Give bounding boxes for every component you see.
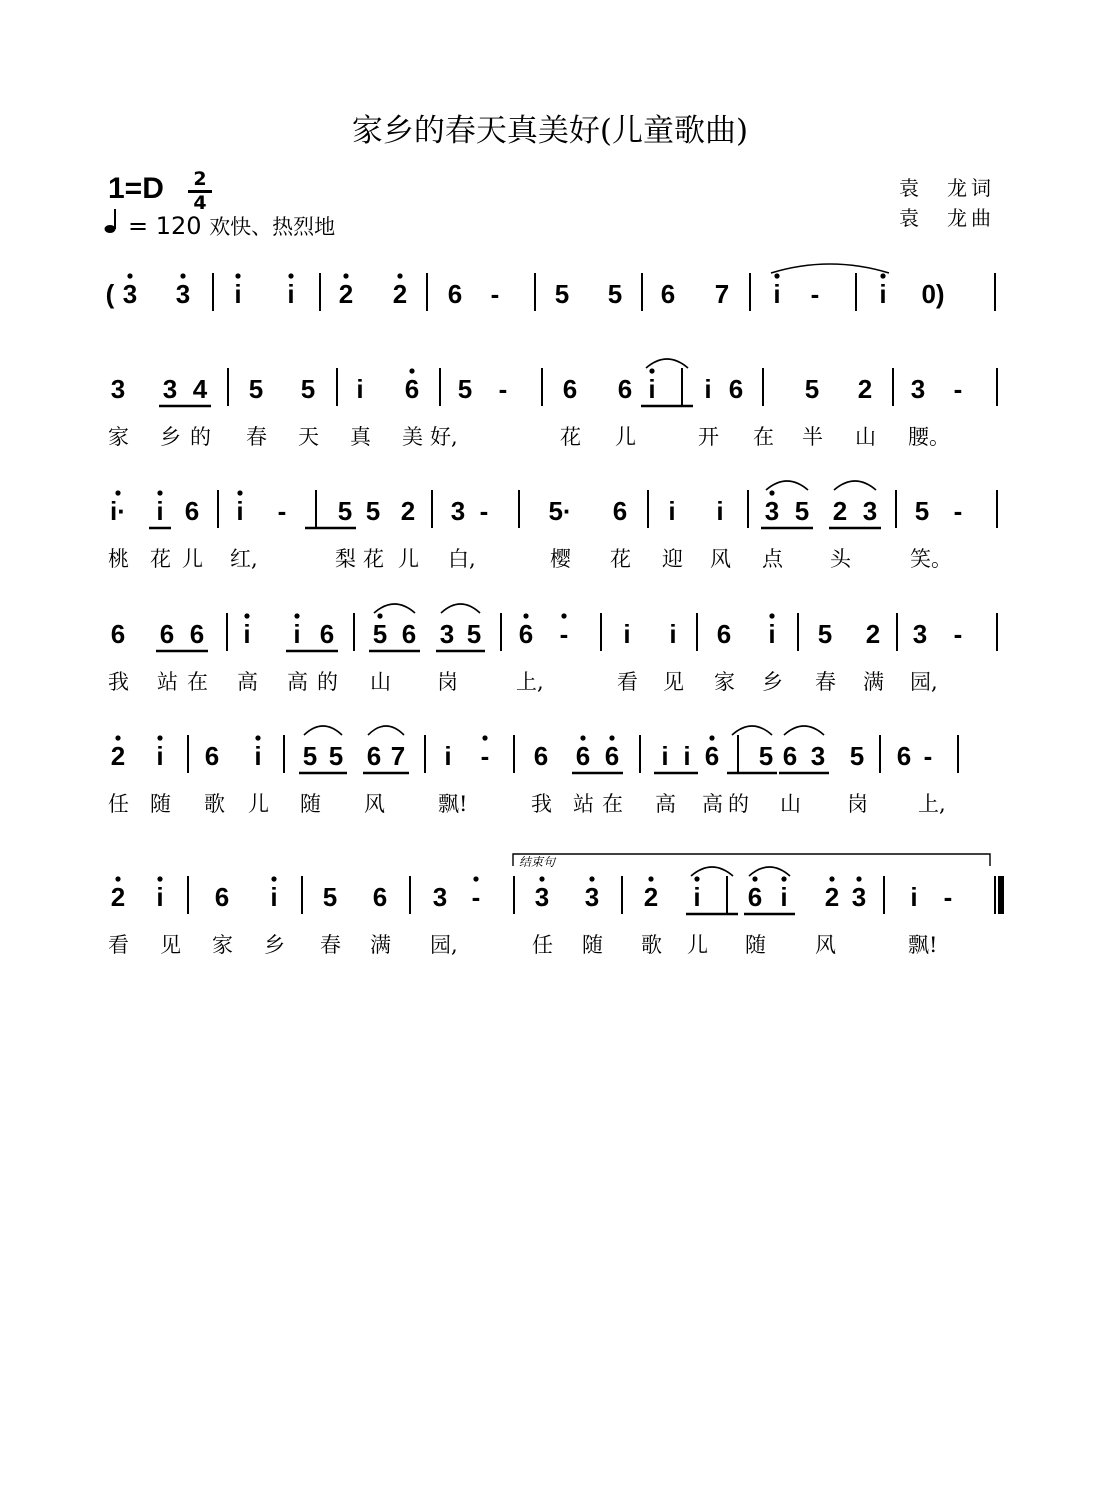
note: i: [234, 279, 242, 309]
lyric-syllable: 岗: [437, 670, 458, 694]
lyric-syllable: 见: [160, 933, 181, 957]
lyric-syllable: 真: [350, 425, 371, 449]
lyric-syllable: 在: [753, 425, 774, 449]
note: 3: [910, 374, 926, 404]
note: 5: [804, 374, 820, 404]
high-octave-dot: [880, 273, 885, 278]
lyric-syllable: 乡: [160, 425, 181, 449]
note: i: [716, 496, 724, 526]
note: -: [490, 279, 500, 309]
note: i: [293, 619, 301, 649]
lyric-syllable: 飘!: [908, 933, 938, 957]
note: 6: [372, 882, 388, 912]
lyric-syllable: 随: [300, 792, 321, 816]
note: i: [156, 741, 164, 771]
lyric-syllable: 看: [108, 933, 129, 957]
high-octave-dot: [561, 613, 566, 618]
note: 7: [390, 741, 406, 771]
note: 5: [322, 882, 338, 912]
note: 5: [300, 374, 316, 404]
note: 6: [319, 619, 335, 649]
note: 3: [584, 882, 600, 912]
note: i: [773, 279, 781, 309]
note: 0): [921, 279, 945, 309]
note: 2: [643, 882, 659, 912]
note: i: [623, 619, 631, 649]
lyric-syllable: 迎: [662, 547, 683, 571]
note: 2: [865, 619, 881, 649]
note: 4: [192, 374, 208, 404]
note: 5: [914, 496, 930, 526]
note: 6: [782, 741, 798, 771]
high-octave-dot: [294, 613, 299, 618]
note: 3: [862, 496, 878, 526]
note: 5·: [548, 496, 572, 526]
note: -: [953, 496, 963, 526]
lyric-syllable: 我: [531, 792, 552, 816]
note: 6: [401, 619, 417, 649]
note: 5: [607, 279, 623, 309]
lyric-syllable: 花: [363, 547, 384, 571]
note: 5: [372, 619, 388, 649]
note: i: [669, 619, 677, 649]
lyric-syllable: 好,: [430, 425, 458, 449]
song-title: 家乡的春天真美好(儿童歌曲): [351, 113, 749, 149]
tempo-expression: 欢快、热烈地: [209, 215, 336, 239]
note: 5: [794, 496, 810, 526]
lyric-syllable: 任: [108, 792, 129, 816]
note: 6: [704, 741, 720, 771]
lyric-syllable: 儿: [182, 547, 203, 571]
high-octave-dot: [781, 876, 786, 881]
note: -: [471, 882, 481, 912]
note: 2: [392, 279, 408, 309]
high-octave-dot: [237, 490, 242, 495]
high-octave-dot: [127, 273, 132, 278]
high-octave-dot: [539, 876, 544, 881]
high-octave-dot: [648, 876, 653, 881]
note: i: [780, 882, 788, 912]
lyric-syllable: 花: [610, 547, 631, 571]
note: 2: [857, 374, 873, 404]
lyric-syllable: 的: [190, 425, 211, 449]
lyric-syllable: 随: [745, 933, 766, 957]
note: 6: [660, 279, 676, 309]
lyric-syllable: 半: [802, 425, 823, 449]
high-octave-dot: [235, 273, 240, 278]
slur: [771, 264, 889, 273]
note: -: [277, 496, 287, 526]
lyric-syllable: 高: [702, 792, 723, 816]
high-octave-dot: [115, 735, 120, 740]
note: 3: [432, 882, 448, 912]
lyric-syllable: 在: [602, 792, 623, 816]
lyric-syllable: 樱: [550, 547, 571, 571]
lyric-syllable: 园,: [910, 670, 938, 694]
lyric-syllable: 岗: [847, 792, 868, 816]
slur: [304, 726, 342, 735]
high-octave-dot: [856, 876, 861, 881]
note: i: [879, 279, 887, 309]
lyric-syllable: 的: [728, 792, 749, 816]
lyric-syllable: 儿: [248, 792, 269, 816]
lyric-syllable: 园,: [430, 933, 458, 957]
lyric-syllable: 在: [187, 670, 208, 694]
high-octave-dot: [482, 735, 487, 740]
high-octave-dot: [752, 876, 757, 881]
high-octave-dot: [288, 273, 293, 278]
note: i·: [110, 496, 126, 526]
high-octave-dot: [255, 735, 260, 740]
note: 6: [575, 741, 591, 771]
lyric-syllable: 山: [780, 792, 801, 816]
note: i: [236, 496, 244, 526]
note: 3: [450, 496, 466, 526]
note: i: [287, 279, 295, 309]
lyric-syllable: 儿: [398, 547, 419, 571]
note: -: [943, 882, 953, 912]
high-octave-dot: [774, 273, 779, 278]
note: i: [661, 741, 669, 771]
high-octave-dot: [244, 613, 249, 618]
lyric-syllable: 的: [317, 670, 338, 694]
lyric-syllable: 家: [212, 933, 233, 957]
note: 2: [824, 882, 840, 912]
lyric-syllable: 点: [762, 547, 783, 571]
high-octave-dot: [115, 490, 120, 495]
lyric-syllable: 白,: [448, 547, 476, 571]
note: 3: [162, 374, 178, 404]
slur: [374, 604, 415, 613]
note: 5: [365, 496, 381, 526]
note: 2: [338, 279, 354, 309]
lyric-syllable: 风: [364, 792, 385, 816]
high-octave-dot: [694, 876, 699, 881]
note: 5: [302, 741, 318, 771]
note: 6: [747, 882, 763, 912]
lyric-syllable: 飘!: [438, 792, 468, 816]
note: 3: [534, 882, 550, 912]
lyric-syllable: 歌: [641, 933, 662, 957]
lyric-syllable: 桃: [108, 547, 129, 571]
note: 3: [764, 496, 780, 526]
note: 5: [337, 496, 353, 526]
lyric-syllable: 梨: [335, 547, 356, 571]
note: 3: [122, 279, 138, 309]
slur: [691, 867, 733, 876]
note: 3: [439, 619, 455, 649]
note: 3: [851, 882, 867, 912]
note: i: [704, 374, 712, 404]
note: i: [254, 741, 262, 771]
note: i: [693, 882, 701, 912]
slur: [766, 481, 808, 490]
note: 5: [328, 741, 344, 771]
slur: [646, 359, 688, 368]
lyric-syllable: 上,: [516, 670, 544, 694]
high-octave-dot: [180, 273, 185, 278]
lyric-syllable: 高: [655, 792, 676, 816]
lyric-syllable: 腰。: [908, 425, 950, 449]
note: 6: [604, 741, 620, 771]
slur: [732, 726, 772, 735]
high-octave-dot: [377, 613, 382, 618]
lyric-syllable: 山: [370, 670, 391, 694]
note: -: [953, 619, 963, 649]
note: i: [356, 374, 364, 404]
lyric-syllable: 站: [157, 670, 178, 694]
lyric-syllable: 高: [287, 670, 308, 694]
high-octave-dot: [343, 273, 348, 278]
lyric-syllable: 随: [150, 792, 171, 816]
note: 6: [184, 496, 200, 526]
note: 2: [832, 496, 848, 526]
slur: [834, 481, 876, 490]
lyric-syllable: 笑。: [910, 547, 952, 571]
note: -: [479, 496, 489, 526]
note: 6: [716, 619, 732, 649]
lyric-syllable: 花: [150, 547, 171, 571]
note: 6: [896, 741, 912, 771]
note: -: [923, 741, 933, 771]
note: 6: [562, 374, 578, 404]
note: 5: [248, 374, 264, 404]
lyric-syllable: 随: [582, 933, 603, 957]
lyric-syllable: 春: [815, 670, 836, 694]
time-signature-bottom: 4: [193, 192, 207, 214]
high-octave-dot: [157, 490, 162, 495]
note: 3: [810, 741, 826, 771]
note: 6: [214, 882, 230, 912]
lyric-syllable: 我: [108, 670, 129, 694]
lyric-syllable: 风: [815, 933, 836, 957]
high-octave-dot: [829, 876, 834, 881]
high-octave-dot: [609, 735, 614, 740]
lyric-syllable: 乡: [264, 933, 285, 957]
ending-bracket: [513, 854, 990, 866]
high-octave-dot: [271, 876, 276, 881]
note: 5: [554, 279, 570, 309]
note: 6: [518, 619, 534, 649]
lyric-syllable: 高: [237, 670, 258, 694]
note: (: [105, 279, 115, 309]
lyric-syllable: 歌: [204, 792, 225, 816]
note: -: [559, 619, 569, 649]
note: i: [668, 496, 676, 526]
high-octave-dot: [709, 735, 714, 740]
note: i: [910, 882, 918, 912]
lyric-syllable: 看: [617, 670, 638, 694]
lyric-syllable: 上,: [918, 792, 946, 816]
note: 6: [204, 741, 220, 771]
note: i: [156, 496, 164, 526]
note: 6: [612, 496, 628, 526]
note: 5: [466, 619, 482, 649]
note: i: [444, 741, 452, 771]
lyric-syllable: 乡: [762, 670, 783, 694]
high-octave-dot: [115, 876, 120, 881]
high-octave-dot: [769, 490, 774, 495]
note: 7: [714, 279, 730, 309]
note: 2: [110, 741, 126, 771]
lyric-syllable: 春: [246, 425, 267, 449]
lyric-syllable: 站: [573, 792, 594, 816]
note: 6: [533, 741, 549, 771]
high-octave-dot: [157, 876, 162, 881]
lyric-syllable: 山: [855, 425, 876, 449]
slur: [368, 726, 404, 735]
note: 5: [849, 741, 865, 771]
lyric-syllable: 美: [402, 425, 423, 449]
high-octave-dot: [769, 613, 774, 618]
high-octave-dot: [473, 876, 478, 881]
lyric-syllable: 儿: [615, 425, 636, 449]
note: 5: [457, 374, 473, 404]
note: 6: [159, 619, 175, 649]
note: i: [243, 619, 251, 649]
high-octave-dot: [649, 368, 654, 373]
note: i: [768, 619, 776, 649]
slur: [441, 604, 480, 613]
lyric-syllable: 春: [320, 933, 341, 957]
note: i: [648, 374, 656, 404]
note: -: [498, 374, 508, 404]
note: 6: [617, 374, 633, 404]
note: 6: [447, 279, 463, 309]
note: -: [953, 374, 963, 404]
lyric-syllable: 任: [532, 933, 553, 957]
note: 3: [912, 619, 928, 649]
note: 2: [110, 882, 126, 912]
high-octave-dot: [589, 876, 594, 881]
ending-label: 结束句: [519, 855, 556, 869]
slur: [784, 726, 824, 735]
note: i: [683, 741, 691, 771]
note: -: [810, 279, 820, 309]
lyric-syllable: 开: [698, 425, 719, 449]
key-signature: 1=D: [108, 172, 164, 205]
note: -: [480, 741, 490, 771]
note: 5: [758, 741, 774, 771]
note: 6: [110, 619, 126, 649]
high-octave-dot: [397, 273, 402, 278]
lyric-syllable: 见: [663, 670, 684, 694]
lyricist-credit: 袁 龙词: [899, 176, 995, 200]
lyric-syllable: 红,: [230, 547, 258, 571]
high-octave-dot: [523, 613, 528, 618]
tempo-bpm: = 120: [128, 212, 202, 240]
note: 3: [175, 279, 191, 309]
high-octave-dot: [580, 735, 585, 740]
note: 6: [189, 619, 205, 649]
lyric-syllable: 家: [108, 425, 129, 449]
note: 2: [400, 496, 416, 526]
note: 5: [817, 619, 833, 649]
lyric-syllable: 风: [710, 547, 731, 571]
lyric-syllable: 满: [370, 933, 391, 957]
lyric-syllable: 儿: [687, 933, 708, 957]
high-octave-dot: [409, 368, 414, 373]
lyric-syllable: 头: [830, 547, 851, 571]
high-octave-dot: [157, 735, 162, 740]
note: 6: [366, 741, 382, 771]
lyric-syllable: 花: [560, 425, 581, 449]
time-signature-top: 2: [193, 168, 207, 190]
note: i: [156, 882, 164, 912]
lyric-syllable: 天: [298, 425, 319, 449]
note: 6: [728, 374, 744, 404]
slur: [749, 867, 790, 876]
note: 6: [404, 374, 420, 404]
note: i: [270, 882, 278, 912]
lyric-syllable: 家: [714, 670, 735, 694]
note: 3: [110, 374, 126, 404]
lyric-syllable: 满: [863, 670, 884, 694]
composer-credit: 袁 龙曲: [899, 206, 995, 230]
